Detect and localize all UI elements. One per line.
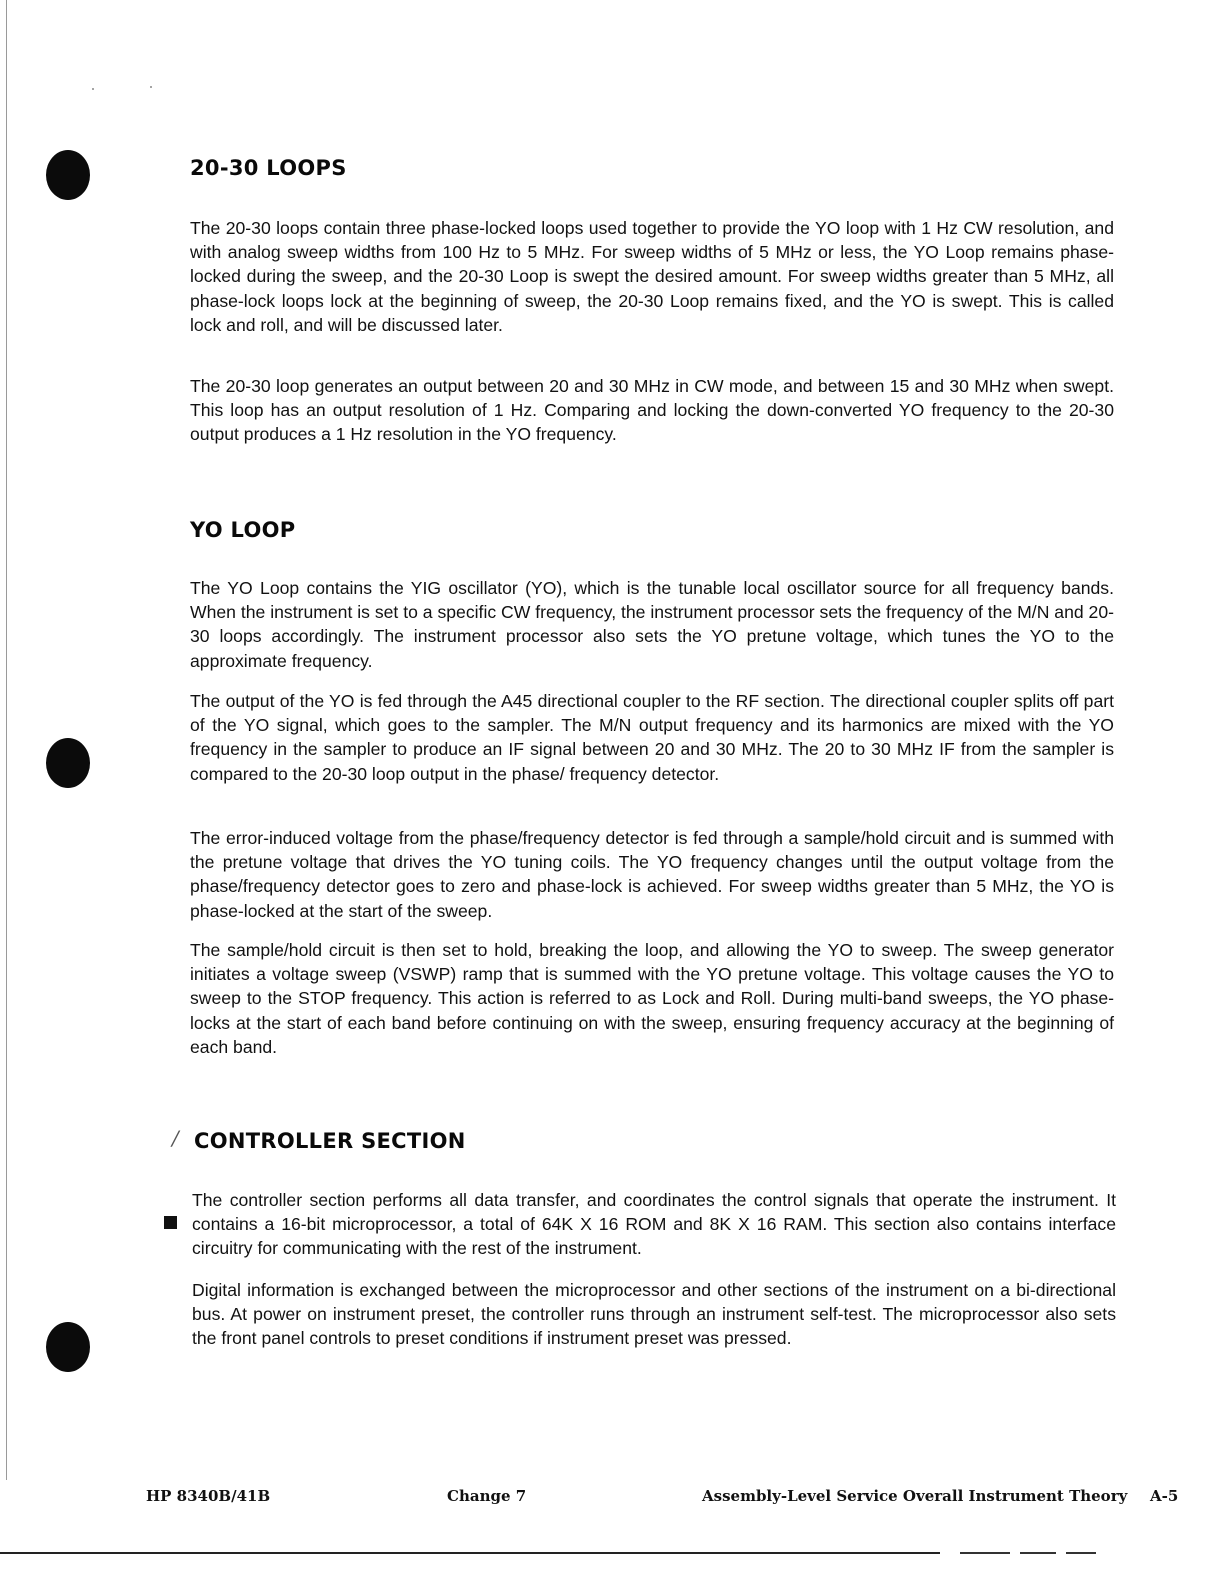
- paragraph: The controller section performs all data transfer, and coordinates the control signals that operate the instrument. It contains a 16-bit microprocessor, a total of 64K X 16 ROM and 8K X 16 RAM. This section also contains interface circuitry for communicating with the rest of the instrument.: [192, 1190, 1116, 1259]
- bottom-scan-line: [0, 1552, 940, 1554]
- binder-hole-bottom: [46, 1322, 90, 1372]
- paragraph: The YO Loop contains the YIG oscillator (YO), which is the tunable local oscillator source for all frequency bands. When the instrument is set to a specific CW frequency, the instrument processor sets the frequency of the M/N and 20-30 loops accordingly. The instrument processor also sets the YO pretune voltage, which tunes the YO to the approximate frequency.: [190, 578, 1114, 671]
- binder-hole-middle: [46, 738, 90, 788]
- footer-model: HP 8340B/41B: [146, 1487, 271, 1505]
- section-body-yo-loop-3: [190, 826, 1114, 923]
- change-bar-marker: [164, 1216, 177, 1229]
- section-body-20-30-loops-2: [190, 374, 1114, 447]
- paragraph: The output of the YO is fed through the A45 directional coupler to the RF section. The directional coupler splits off part of the YO signal, which goes to the sampler. The M/N output frequency and its harmonics are mixed with the YO frequency in the sampler to produce an IF signal between 20 and 30 MHz. The 20 to 30 MHz IF from the sampler is compared to the 20-30 loop output in the phase/ frequency detector.: [190, 691, 1114, 784]
- bottom-scan-dash: [1020, 1552, 1056, 1554]
- bottom-scan-dash: [1066, 1552, 1096, 1554]
- footer-manual-title: Assembly-Level Service Overall Instrument Theory: [702, 1487, 1128, 1505]
- margin-pen-mark: /: [172, 1126, 179, 1150]
- paragraph: The 20-30 loops contain three phase-locked loops used together to provide the YO loop with 1 Hz CW resolution, and with analog sweep widths from 100 Hz to 5 MHz. For sweep widths of 5 MHz or less, the YO Loop remains phase-locked during the sweep, and the 20-30 Loop is swept the desired amount. For sweep widths greater than 5 MHz, all phase-lock loops lock at the beginning of sweep, the 20-30 Loop remains fixed, and the YO is swept. This is called lock and roll, and will be discussed later.: [190, 218, 1114, 335]
- section-body-yo-loop-4: [190, 938, 1114, 1059]
- section-heading-yo-loop: YO LOOP: [190, 518, 296, 542]
- scan-speck: [92, 88, 94, 90]
- paragraph: The 20-30 loop generates an output between 20 and 30 MHz in CW mode, and between 15 and 30 MHz when swept. This loop has an output resolution of 1 Hz. Comparing and locking the down-converted YO frequency to the 20-30 output produces a 1 Hz resolution in the YO frequency.: [190, 376, 1114, 445]
- section-heading-20-30-loops: 20-30 LOOPS: [190, 156, 347, 180]
- section-heading-controller: CONTROLLER SECTION: [194, 1129, 466, 1153]
- paragraph: The error-induced voltage from the phase/frequency detector is fed through a sample/hold circuit and is summed with the pretune voltage that drives the YO tuning coils. The YO frequency changes until the output voltage from the phase/frequency detector goes to zero and phase-lock is achieved. For sweep widths greater than 5 MHz, the YO is phase-locked at the start of the sweep.: [190, 828, 1114, 921]
- bottom-scan-dash: [960, 1552, 1010, 1554]
- section-body-controller-1: [192, 1188, 1116, 1261]
- footer-page-number: A-5: [1150, 1487, 1179, 1505]
- scan-speck: [150, 86, 152, 88]
- paragraph: Digital information is exchanged between the microprocessor and other sections of the instrument on a bi-directional bus. At power on instrument preset, the controller runs through an instrument self-test. The microprocessor also sets the front panel controls to preset conditions if instrument preset was pressed.: [192, 1280, 1116, 1349]
- section-body-yo-loop-2: [190, 689, 1114, 786]
- binder-hole-top: [46, 150, 90, 200]
- section-body-yo-loop-1: [190, 576, 1114, 673]
- paragraph: The sample/hold circuit is then set to hold, breaking the loop, and allowing the YO to sweep. The sweep generator initiates a voltage sweep (VSWP) ramp that is summed with the YO pretune voltage. This voltage causes the YO to sweep to the STOP frequency. This action is referred to as Lock and Roll. During multi-band sweeps, the YO phase-locks at the start of each band before continuing on with the sweep, ensuring frequency accuracy at the beginning of each band.: [190, 940, 1114, 1057]
- section-body-controller-2: [192, 1278, 1116, 1351]
- page-edge-line: [6, 0, 7, 1480]
- footer-change: Change 7: [447, 1487, 527, 1505]
- section-body-20-30-loops: [190, 216, 1114, 337]
